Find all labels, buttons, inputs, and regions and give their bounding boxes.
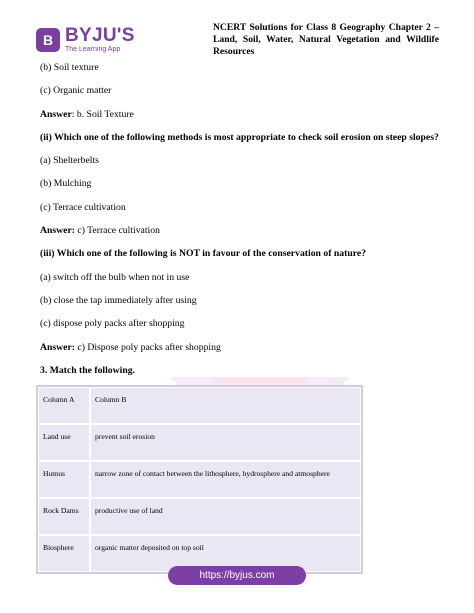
answer-label: Answer	[40, 108, 72, 120]
option-a-bulb: (a) switch off the bulb when not in use	[40, 271, 190, 283]
logo-tagline: The Learning App	[65, 46, 121, 53]
answer-1	[40, 109, 440, 121]
answer-text: c) Dispose poly packs after shopping	[74, 341, 221, 353]
logo-badge-icon	[36, 28, 60, 52]
question-iii: (iii) Which one of the following is NOT in favour of the conservation of nature?	[40, 248, 366, 260]
table-cell-a: Rock Dams	[38, 498, 90, 535]
section-heading-match: 3. Match the following.	[40, 364, 135, 376]
table-cell-a: Humus	[38, 461, 90, 498]
table-cell-b: prevent soil erosion	[90, 424, 361, 461]
table-header-cell: Column A	[38, 387, 90, 424]
option-b-tap: (b) close the tap immediately after using	[40, 294, 197, 306]
table-cell-a: Land use	[38, 424, 90, 461]
match-table	[36, 385, 363, 574]
question-ii: (ii) Which one of the following methods is most appropriate to check soil erosion on steep slopes?	[40, 131, 439, 143]
option-c-organic-matter: (c) Organic matter	[40, 85, 112, 97]
page-header-title: NCERT Solutions for Class 8 Geography Chapter 2 – Land, Soil, Water, Natural Vegetation and Wildlife Resources	[213, 22, 439, 57]
option-a-shelterbelts: (a) Shelterbelts	[40, 155, 99, 167]
logo-name: BYJU'S	[65, 25, 135, 46]
option-b-mulching: (b) Mulching	[40, 178, 92, 190]
answer-2	[40, 225, 440, 237]
option-c-poly: (c) dispose poly packs after shopping	[40, 318, 185, 330]
table-header-cell: Column B	[90, 387, 361, 424]
table-row	[38, 498, 361, 535]
option-b-soil-texture: (b) Soil texture	[40, 62, 99, 73]
table-cell-a: Biosphere	[38, 535, 90, 572]
table-cell-b: productive use of land	[90, 498, 361, 535]
table-row	[38, 461, 361, 498]
byjus-logo	[36, 26, 135, 53]
table-row	[38, 424, 361, 461]
answer-label: Answer:	[40, 341, 75, 353]
answer-3	[40, 342, 440, 354]
table-header-row	[38, 387, 361, 424]
logo-badge-letter: B	[42, 31, 54, 48]
answer-text: : b. Soil Texture	[71, 108, 134, 120]
footer-url-link[interactable]: https://byjus.com	[168, 566, 306, 585]
document-body	[40, 62, 440, 388]
answer-text: c) Terrace cultivation	[74, 225, 160, 237]
table-cell-b: narrow zone of contact between the lithosphere, hydrosphere and atmosphere	[90, 461, 361, 498]
answer-label: Answer:	[40, 225, 75, 237]
logo-text	[65, 26, 135, 53]
option-c-terrace: (c) Terrace cultivation	[40, 201, 126, 213]
table-cell-b: organic matter deposited on top soil	[90, 535, 361, 572]
